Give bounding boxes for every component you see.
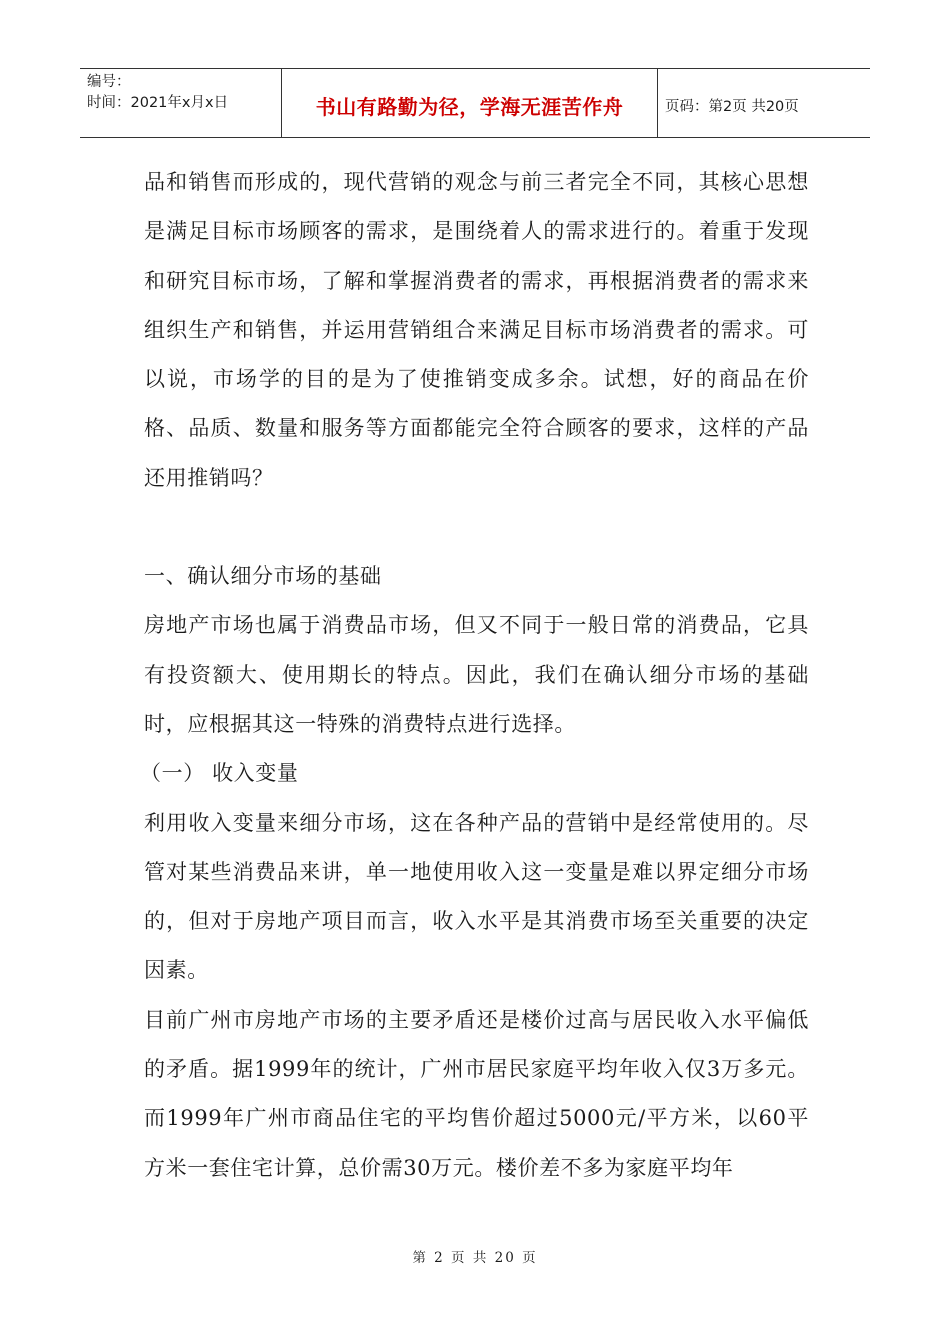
header-meta (80, 69, 282, 137)
section-heading: 一、确认细分市场的基础 (144, 564, 382, 589)
document-number-label: 编号： (87, 74, 131, 90)
document-body (140, 158, 809, 1193)
body-paragraph: 利用收入变量来细分市场，这在各种产品的营销中是经常使用的。尽管对某些消费品来讲，单一地使用收入这一变量是难以界定细分市场的，但对于房地产项目而言，收入水平是其消费市场至关重要的决定因素。 (144, 810, 809, 983)
page-header (80, 68, 870, 138)
body-paragraph: 目前广州市房地产市场的主要矛盾还是楼价过高与居民收入水平偏低的矛盾。据1999年的统计，广州市居民家庭平均年收入仅3万多元。而1999年广州市商品住宅的平均售价超过5000元/平方米，以60平方米一套住宅计算，总价需30万元。楼价差不多为家庭平均年 (144, 1007, 809, 1180)
paragraph-gap (144, 503, 809, 552)
body-paragraph: 房地产市场也属于消费品市场，但又不同于一般日常的消费品，它具有投资额大、使用期长的特点。因此，我们在确认细分市场的基础时，应根据其这一特殊的消费特点进行选择。 (144, 613, 809, 736)
body-paragraph: 品和销售而形成的，现代营销的观念与前三者完全不同，其核心思想是满足目标市场顾客的需求，是围绕着人的需求进行的。着重于发现和研究目标市场，了解和掌握消费者的需求，再根据消费者的需求来组织生产和销售，并运用营销组合来满足目标市场消费者的需求。可以说，市场学的目的是为了使推销变成多余。试想，好的商品在价格、品质、数量和服务等方面都能完全符合顾客的要求，这样的产品还用推销吗？ (144, 170, 809, 490)
header-motto: 书山有路勤为径，学海无涯苦作舟 (282, 69, 658, 137)
header-page-info: 页码：第2页 共20页 (665, 98, 799, 115)
subsection-heading: （一） 收入变量 (140, 761, 299, 786)
document-time-label: 时间：2021年x月x日 (87, 95, 229, 111)
page-footer: 第 2 页 共 20 页 (412, 1250, 538, 1266)
